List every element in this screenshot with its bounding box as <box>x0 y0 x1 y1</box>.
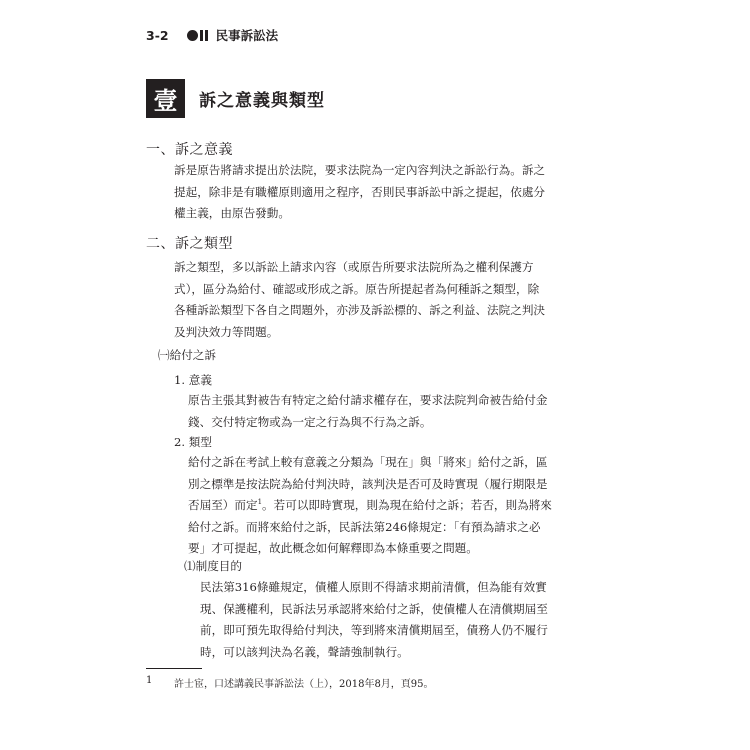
text-line: 式），區分為給付、確認或形成之訴。原告所提起者為何種訴之類型，除 <box>174 281 540 296</box>
header-ornament-icon <box>187 30 210 41</box>
text-line: 錢、交付特定物或為一定之行為與不行為之訴。 <box>188 414 432 429</box>
text-line: 時，可以該判決為名義，聲請強制執行。 <box>200 644 409 659</box>
paragraph-meaning <box>174 160 582 225</box>
text-line <box>188 495 582 517</box>
text-line: 給付之訴在考試上較有意義之分類為「現在」與「將來」給付之訴，區 <box>188 455 548 469</box>
paragraph-types <box>174 257 582 343</box>
section-title: 訴之意義與類型 <box>199 91 325 111</box>
page-number: 3-2 <box>146 27 169 43</box>
section-badge: 壹 <box>146 79 185 118</box>
footnote <box>146 675 434 690</box>
paragraph-performance-types <box>188 452 582 560</box>
paragraph-performance-meaning <box>188 390 582 433</box>
text-line: 權主義，由原告發動。 <box>174 206 290 220</box>
text-line: 要」才可提起，故此概念如何解釋即為本條重要之問題。 <box>188 541 478 555</box>
book-title: 民事訴訟法 <box>215 28 279 43</box>
item-label-meaning: 1. 意義 <box>174 373 212 387</box>
text-line: 提起，除非是有職權原則適用之程序，否則民事訴訟中訴之提起，依處分 <box>174 184 546 199</box>
text-line: 原告主張其對被告有特定之給付請求權存在，要求法院判命被告給付金 <box>188 393 548 407</box>
footnote-ref: 1 <box>257 498 263 507</box>
footnote-number: 1 <box>146 675 153 686</box>
text-line: 及判決效力等問題。 <box>174 324 279 339</box>
text-line: 訴之類型，多以訴訟上請求內容（或原告所要求法院所為之權利保護方 <box>174 260 534 274</box>
text-line: 民法第316條雖規定，債權人原則不得請求期前清償，但為能有效實 <box>200 580 547 594</box>
footnote-divider <box>146 668 202 669</box>
running-header <box>146 25 278 45</box>
text-fragment: 。若可以即時實現，則為現在給付之訴；若否，則為將來 <box>262 498 552 512</box>
paragraph-purpose <box>200 577 582 663</box>
text-line: 別之標準是按法院為給付判決時，該判決是否可及時實現（履行期限是 <box>188 476 548 491</box>
text-line: 現、保護權利，民訴法另承認將來給付之訴，使債權人在清償期屆至 <box>200 601 548 616</box>
item-label-purpose: ⑴制度目的 <box>184 559 242 573</box>
item-label-types: 2. 類型 <box>174 435 212 449</box>
section-heading <box>146 79 325 118</box>
subheading-performance-suit: ㈠給付之訴 <box>158 348 216 362</box>
text-line: 各種訴訟類型下各自之問題外，亦涉及訴訟標的、訴之利益、法院之判決 <box>174 303 546 317</box>
heading-meaning: 一、訴之意義 <box>146 142 233 158</box>
footnote-text: 許士宦，口述講義民事訴訟法（上），2018年8月，頁95。 <box>174 679 434 690</box>
text-line: 訴是原告將請求提出於法院，要求法院為一定內容判決之訴訟行為。訴之 <box>174 163 546 177</box>
text-fragment: 否屆至）而定 <box>188 498 258 512</box>
heading-types: 二、訴之類型 <box>146 236 233 252</box>
text-line: 給付之訴。而將來給付之訴，民訴法第246條規定：「有預為請求之必 <box>188 519 541 534</box>
text-line: 前，即可預先取得給付判決，等到將來清償期屆至，債務人仍不履行 <box>200 623 548 637</box>
